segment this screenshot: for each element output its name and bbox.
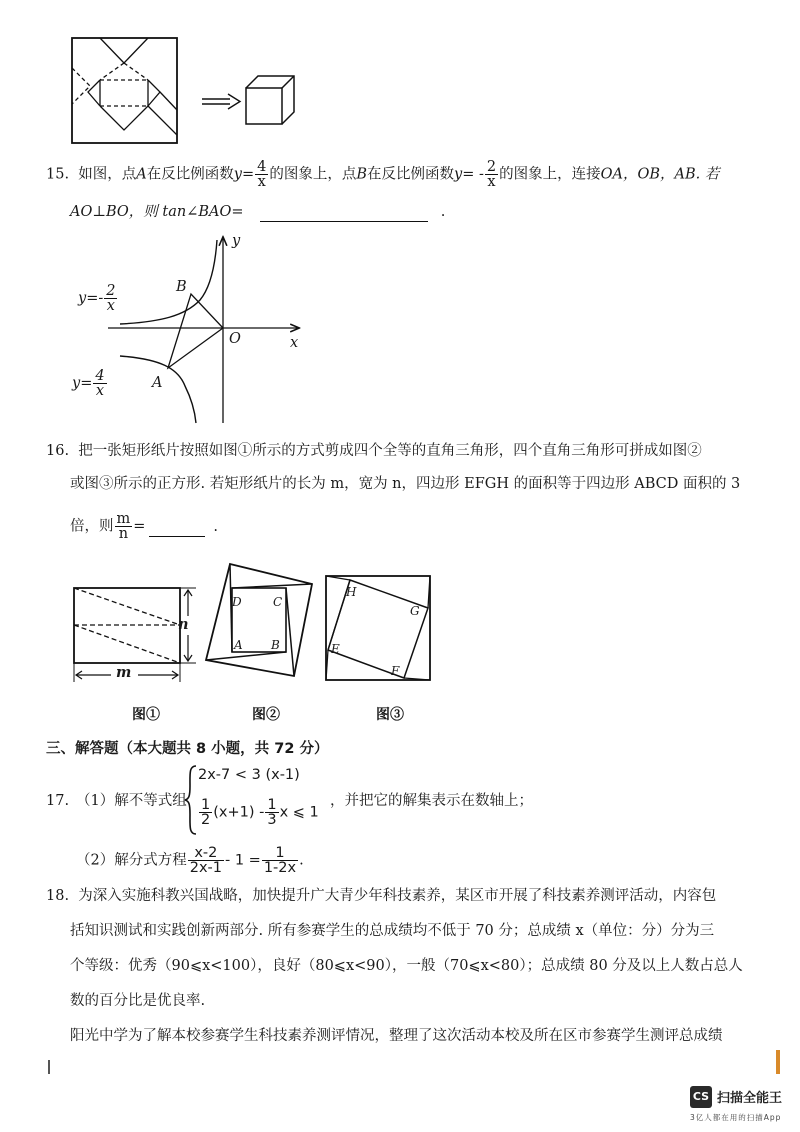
q18-line5: 阳光中学为了解本校参赛学生科技素养测评情况，整理了这次活动本校及所在区市参赛学生测评总成绩	[70, 1028, 723, 1044]
q15-fraction-4-over-x: $\frac{4}{x}$	[257, 159, 267, 190]
q17-number: 17.	[46, 793, 70, 809]
q16-fig1-caption: 图①	[132, 707, 160, 723]
q16-fig2-caption: 图②	[252, 707, 280, 723]
q15-graph-point-B: B	[176, 279, 187, 295]
q15-number: 15.	[46, 166, 70, 183]
q15-graph-label-bottom: y= $\frac{4}{x}$	[72, 368, 105, 399]
q16-fig3-label-E: E	[331, 642, 340, 656]
q16-fig1-label-n: n	[178, 616, 189, 633]
q16-line1: 16. 把一张矩形纸片按照如图①所示的方式剪成四个全等的直角三角形，四个直角三角形可拼成如图②	[46, 443, 702, 459]
camscanner-app-name: 扫描全能王	[717, 1091, 783, 1106]
q16-fig1-label-m: m	[116, 664, 132, 681]
q18-line4: 数的百分比是优良率.	[70, 993, 206, 1009]
q16-answer-blank[interactable]	[149, 518, 205, 537]
q16-fig2-label-C: C	[273, 595, 283, 609]
q16-fig2-label-B: B	[271, 638, 280, 652]
q17-inequality-2: $\frac{1}{2}$ (x+1) - $\frac{1}{3}$ x ⩽ 1	[201, 797, 319, 828]
q18-line3: 个等级：优秀（90⩽x<100），良好（80⩽x<90），一般（70⩽x<80）；总成绩 80 分及以上人数占总人	[70, 958, 743, 974]
q17-inequality-1: 2x-7 < 3 (x-1)	[198, 767, 300, 783]
q18-line1: 18. 为深入实施科教兴国战略，加快提升广大青少年科技素养，某区市开展了科技素养测评活动，内容包	[46, 888, 717, 904]
q17-system-brace	[184, 764, 198, 836]
q15-line2: AO⊥BO，则 tan∠BAO= .	[70, 204, 446, 220]
scanner-watermark-bar	[0, 1078, 800, 1132]
camscanner-tagline: 3亿人都在用的扫描App	[690, 1113, 782, 1122]
q15-graph-label-top: y=- $\frac{2}{x}$	[78, 283, 116, 314]
q16-line2: 或图③所示的正方形. 若矩形纸片的长为 m，宽为 n，四边形 EFGH 的面积等于四边形 ABCD 面积的 3	[70, 476, 741, 492]
q15-fraction-2-over-x: $\frac{2}{x}$	[486, 159, 497, 190]
q16-fraction-m-over-n: $\frac{m}{n}$	[116, 511, 131, 542]
q16-number: 16.	[46, 443, 70, 459]
q16-figure-3	[320, 570, 436, 686]
q16-fig3-label-F: F	[391, 664, 400, 678]
q16-line3: 倍，则 $\frac{m}{n}$ = .	[70, 511, 219, 542]
q15-line1: 15. 如图，点A在反比例函数y= $\frac{4}{x}$ 的图象上，点B在反比例函数y= - $\frac{2}{x}$ 的图象上，连接OA，OB，AB. 若	[46, 159, 720, 190]
cube-net-figure	[60, 30, 310, 150]
q17-part2: （2）解分式方程 $\frac{x-2}{2x-1}$ - 1 = $\frac{1}{1-2x}$ .	[76, 845, 304, 876]
q15-graph-x-label: x	[290, 335, 299, 351]
q16-fig3-label-G: G	[410, 604, 420, 618]
q16-fig3-label-H: H	[346, 585, 357, 599]
q16-figure-1	[66, 580, 201, 690]
q15-graph-y-label: y	[232, 233, 241, 249]
page-edge-mark	[48, 1060, 50, 1074]
q16-fig3-caption: 图③	[376, 707, 404, 723]
q17-part1-tail: ，并把它的解集表示在数轴上；	[330, 793, 533, 809]
q15-graph-origin-label: O	[229, 331, 241, 347]
page-edge-mark-right	[776, 1050, 780, 1074]
q18-number: 18.	[46, 888, 70, 904]
q17-part1-label: （1）解不等式组	[76, 793, 187, 809]
q16-fig2-label-D: D	[232, 595, 242, 609]
q18-line2: 括知识测试和实践创新两部分. 所有参赛学生的总成绩均不低于 70 分；总成绩 x（单位：分）分为三	[70, 923, 715, 939]
q16-fig2-label-A: A	[234, 638, 243, 652]
camscanner-logo-icon: CS	[690, 1086, 712, 1108]
section-3-title: 三、解答题（本大题共 8 小题，共 72 分）	[46, 741, 329, 757]
q15-answer-blank[interactable]	[260, 203, 428, 222]
q16-figure-2	[200, 558, 322, 686]
q15-graph-point-A: A	[152, 375, 163, 391]
